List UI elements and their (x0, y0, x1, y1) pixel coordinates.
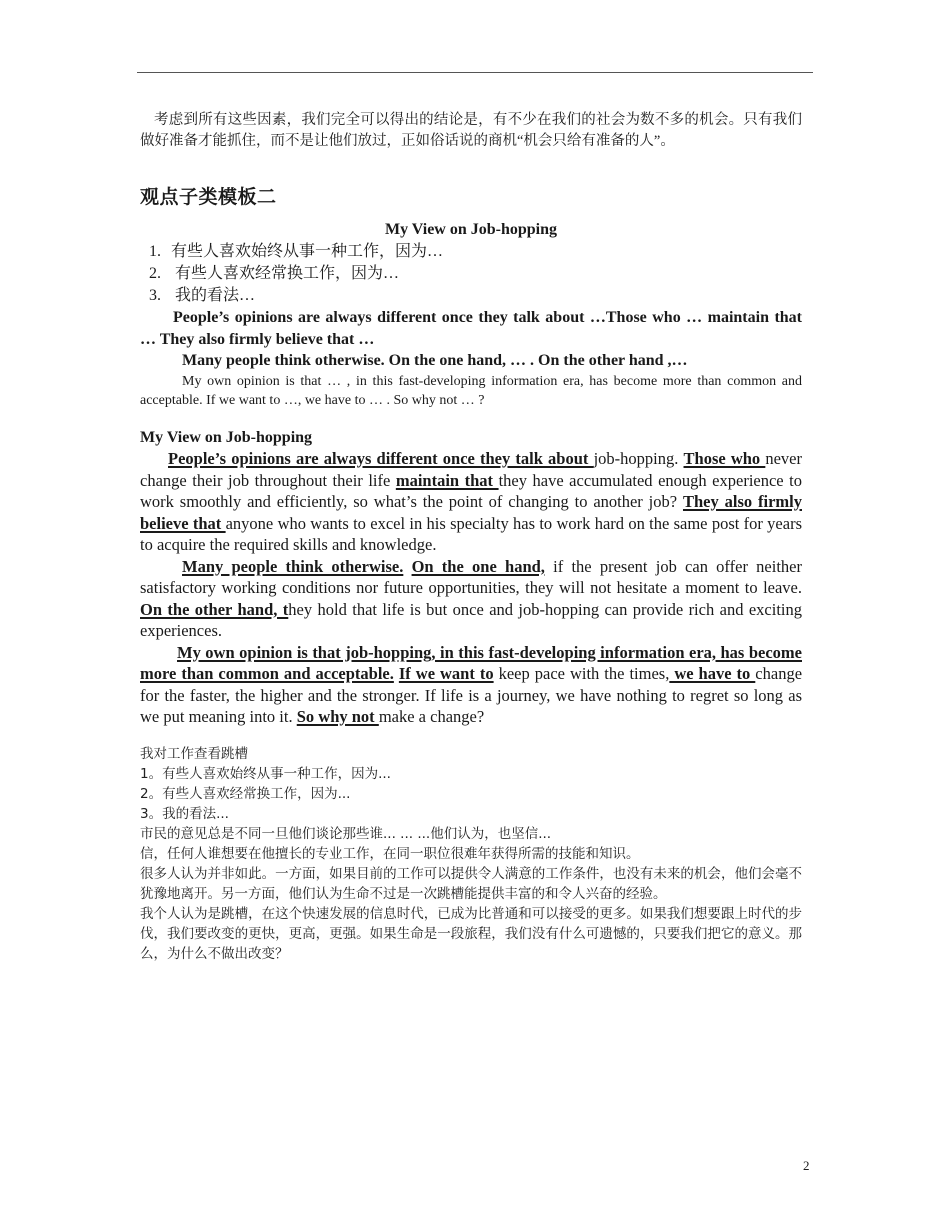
template-block (140, 219, 802, 410)
template-paragraph-2: Many people think otherwise. On the one hand, … . On the other hand ,… (182, 352, 688, 369)
template-paragraph-1: People’s opinions are always different once they talk about …Those who … maintain that … They also firmly believe that … (140, 309, 802, 348)
template-title: My View on Job-hopping (384, 221, 558, 238)
outline-item (140, 285, 802, 307)
outline-text: 我的看法… (175, 287, 256, 304)
key-phrase: If we want to (398, 664, 494, 683)
essay-title: My View on Job-hopping (140, 428, 313, 446)
outline-item (140, 263, 802, 285)
essay-paragraph-3 (140, 642, 802, 728)
outline-item (140, 241, 802, 263)
translation-line: 2。有些人喜欢经常换工作，因为... (140, 785, 351, 802)
page-number: 2 (803, 1158, 810, 1173)
translation-line: 很多人认为并非如此。一方面，如果目前的工作可以提供令人满意的工作条件，也没有未来的机会，他们会毫不犹豫地离开。另一方面，他们认为生命不过是一次跳槽能提供丰富的和令人兴奋的经验。 (140, 865, 802, 902)
key-phrase: On the other hand, t (140, 599, 289, 619)
translation-line: 信，任何人谁想要在他擅长的专业工作，在同一职位很难年获得所需的技能和知识。 (140, 845, 640, 862)
key-phrase: People’s opinions are always different once they talk about (168, 449, 594, 468)
outline-number: 1. (149, 243, 161, 260)
header-rule (137, 72, 813, 73)
template-paragraph-3: My own opinion is that … , in this fast-developing information era, has become more than common and acceptable. If we want to …, we have to … . So why not … ? (140, 373, 802, 408)
translation-line: 1。有些人喜欢始终从事一种工作，因为... (140, 765, 391, 782)
key-phrase: maintain that (395, 470, 499, 490)
translation-line: 市民的意见总是不同一旦他们谈论那些谁... ... ...他们认为，也坚信... (140, 825, 552, 842)
key-phrase: So why not (296, 707, 379, 726)
intro-paragraph: 考虑到所有这些因素，我们完全可以得出的结论是，有不少在我们的社会为数不多的机会。只有我们做好准备才能抓住，而不是让他们放过，正如俗话说的商机“机会只给有准备的人”。 (140, 112, 802, 149)
essay-text: keep pace with the times, (493, 664, 670, 683)
outline-number: 3. (149, 287, 161, 304)
essay-text: change for the faster, the higher and the stronger. If life is a journey, we have nothing to regret so long as we put meaning into it. (140, 664, 803, 726)
essay-text: hey hold that life is but once and job-hopping can provide rich and exciting experiences. (140, 599, 802, 640)
essay-text: never change their job throughout their life (140, 449, 802, 490)
outline-text: 有些人喜欢经常换工作，因为… (175, 265, 400, 282)
key-phrase: Those who (683, 449, 766, 468)
essay-text: they have accumulated enough experience to work smoothly and efficiently, so what’s the point of changing to another job? (140, 470, 802, 511)
outline-number: 2. (149, 265, 161, 282)
translation-line: 我个人认为是跳槽，在这个快速发展的信息时代，已成为比普通和可以接受的更多。如果我们想要跟上时代的步伐，我们要改变的更快，更高，更强。如果生命是一段旅程，我们没有什么可遗憾的，只要我们把它的意义。那么，为什么不做出改变？ (140, 905, 802, 962)
key-phrase: we have to (669, 664, 756, 683)
key-phrase: My own opinion is that job-hopping, in this fast-developing information era, has become more than common and acceptable. (140, 642, 802, 683)
essay-paragraph-2 (140, 556, 802, 642)
sample-essay (140, 427, 802, 728)
document-page (140, 110, 802, 964)
essay-text: job-hopping. (593, 449, 684, 468)
chinese-translation (140, 744, 802, 964)
translation-line: 3。我的看法... (140, 805, 229, 822)
section-heading: 观点子类模板二 (140, 186, 277, 208)
key-phrase: They also firmly believe that (140, 492, 802, 533)
essay-text: if the present job can offer neither satisfactory working conditions nor future opportunities, they will not hesitate a moment to leave. (140, 556, 802, 597)
essay-paragraph-1 (140, 448, 802, 556)
translation-line: 我对工作查看跳槽 (140, 745, 248, 762)
key-phrase: Many people think otherwise. (182, 556, 404, 576)
essay-text: anyone who wants to excel in his specialty has to work hard on the same post for years to acquire the required skills and knowledge. (140, 513, 802, 554)
outline-text: 有些人喜欢始终从事一种工作，因为… (171, 243, 444, 260)
key-phrase: On the one hand, (411, 556, 545, 576)
essay-text: make a change? (378, 707, 485, 726)
